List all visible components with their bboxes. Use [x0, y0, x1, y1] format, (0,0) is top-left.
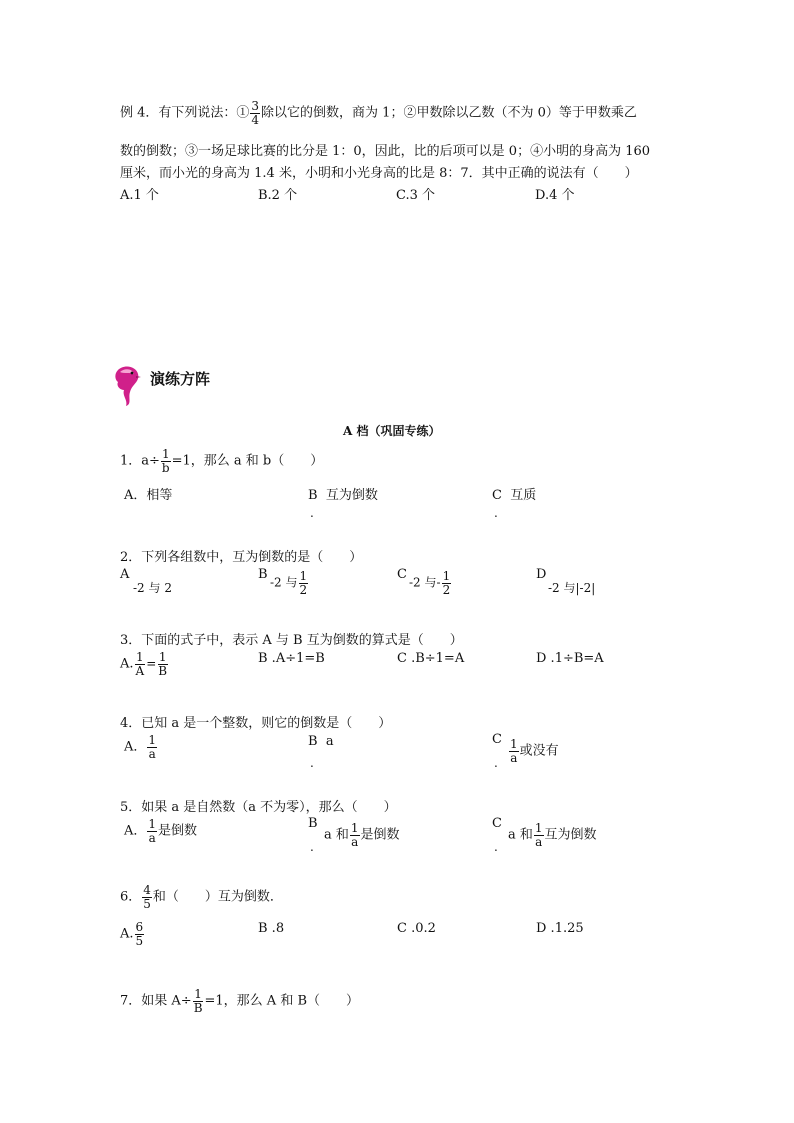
fraction: $\frac{1}{B}$ — [158, 650, 168, 678]
q2-option-c: -2 与- $\frac{1}{2}$ — [409, 569, 451, 597]
fraction: $\frac{1}{a}$ — [148, 733, 157, 761]
q5-option-a: A． $\frac{1}{a}$ 是倒数 — [124, 817, 198, 845]
fraction: $\frac{3}{4}$ — [251, 99, 260, 127]
fraction: $\frac{1}{2}$ — [442, 569, 451, 597]
fraction: $\frac{1}{A}$ — [135, 650, 145, 678]
q5-b-dot: . — [310, 840, 314, 854]
example4-option-a: A.1 个 — [120, 188, 159, 203]
q1-b-dot: . — [310, 506, 314, 520]
q5-option-c: a 和 $\frac{1}{a}$ 互为倒数 — [508, 821, 597, 849]
q6-option-b: B .8 — [258, 921, 285, 936]
q6-option-a: A. $\frac{6}{5}$ — [120, 920, 144, 948]
example4-line3: 厘米，而小光的身高为 1.4 米，小明和小光身高的比是 8：7．其中正确的说法有（ ） — [120, 166, 638, 181]
q2-b-letter: B — [258, 567, 268, 582]
q2-option-d: -2 与|-2| — [548, 581, 596, 595]
q4-stem: 4．已知 a 是一个整数，则它的倒数是（ ） — [120, 716, 392, 731]
example4-option-b: B.2 个 — [258, 188, 298, 203]
q5-c-letter: C — [492, 816, 502, 831]
example4-rest: 除以它的倒数，商为 1；②甲数除以乙数（不为 0）等于甲数乘乙 — [261, 105, 637, 121]
q2-stem: 2．下列各组数中，互为倒数的是（ ） — [120, 550, 363, 565]
example4-option-d: D.4 个 — [535, 188, 575, 203]
q3-stem: 3．下面的式子中，表示 A 与 B 互为倒数的算式是（ ） — [120, 633, 463, 648]
q5-stem: 5．如果 a 是自然数（a 不为零），那么（ ） — [120, 800, 397, 815]
section-title: 演练方阵 — [150, 370, 211, 388]
q4-b-dot: . — [310, 756, 314, 770]
q1-option-b: B 互为倒数 — [308, 488, 378, 503]
q4-option-c: $\frac{1}{a}$ 或没有 — [510, 737, 559, 765]
q5-b-letter: B — [308, 816, 318, 831]
dolphin-icon — [112, 362, 142, 408]
q4-c-letter: C — [492, 732, 502, 747]
fraction: $\frac{4}{5}$ — [143, 883, 151, 911]
fraction: $\frac{1}{a}$ — [510, 737, 518, 765]
example4-prefix: 例 4．有下列说法：① — [120, 105, 250, 121]
example4-line2: 数的倒数；③一场足球比赛的比分是 1：0，因此，比的后项可以是 0；④小明的身高为 160 — [120, 144, 651, 159]
q1-c-dot: . — [494, 506, 498, 520]
q2-option-b: -2 与 $\frac{1}{2}$ — [270, 569, 308, 597]
fraction: $\frac{1}{a}$ — [350, 821, 359, 849]
q1-stem: 1．a÷ $\frac{1}{b}$ =1，那么 a 和 b（ ） — [120, 447, 324, 475]
q4-option-b: B a — [308, 734, 334, 749]
q2-a-letter: A — [120, 567, 130, 582]
q2-option-a: -2 与 2 — [133, 581, 172, 595]
q6-option-c: C .0.2 — [397, 921, 436, 936]
q6-option-d: D .1.25 — [536, 921, 584, 936]
q6-stem: 6． $\frac{4}{5}$ 和（ ）互为倒数． — [120, 883, 283, 911]
fraction: $\frac{1}{a}$ — [148, 817, 157, 845]
q5-c-dot: . — [494, 840, 498, 854]
q4-c-dot: . — [494, 756, 498, 770]
q5-option-b: a 和 $\frac{1}{a}$ 是倒数 — [324, 821, 400, 849]
q3-option-d: D .1÷B=A — [536, 651, 604, 666]
q4-option-a: A． $\frac{1}{a}$ — [124, 733, 157, 761]
q3-option-c: C .B÷1=A — [397, 651, 465, 666]
q2-d-letter: D — [536, 567, 547, 582]
example4-line1 — [120, 100, 637, 126]
fraction: $\frac{1}{b}$ — [161, 447, 170, 475]
q7-stem: 7．如果 A÷ $\frac{1}{B}$ =1，那么 A 和 B（ ） — [120, 987, 360, 1015]
q2-c-letter: C — [397, 567, 407, 582]
q1-option-c: C 互质 — [492, 488, 537, 503]
fraction: $\frac{1}{B}$ — [193, 987, 203, 1015]
q3-option-a: A. $\frac{1}{A}$ = $\frac{1}{B}$ — [120, 650, 168, 678]
level-heading: A 档（巩固专练） — [343, 424, 441, 438]
q3-option-b: B .A÷1=B — [258, 651, 325, 666]
fraction: $\frac{6}{5}$ — [135, 920, 144, 948]
fraction: $\frac{1}{2}$ — [299, 569, 308, 597]
fraction: $\frac{1}{a}$ — [534, 821, 543, 849]
example4-option-c: C.3 个 — [396, 188, 436, 203]
q1-option-a: A．相等 — [124, 488, 173, 503]
